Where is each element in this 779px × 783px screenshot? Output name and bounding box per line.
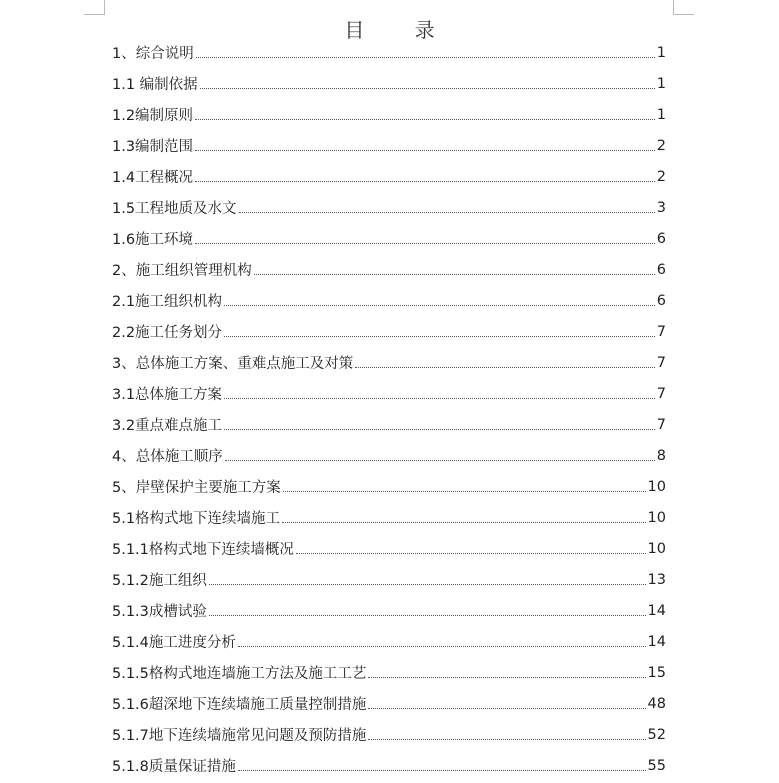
toc-entry-label: 5.1.4施工进度分析 — [112, 635, 236, 651]
toc-entry[interactable] — [112, 37, 666, 68]
toc-entry-label: 1.4工程概况 — [112, 170, 194, 186]
toc-entry-page: 15 — [647, 664, 666, 681]
toc-entry-page: 7 — [656, 416, 666, 433]
toc-leader-dots — [209, 584, 646, 585]
toc-leader-dots — [254, 274, 655, 275]
toc-entry-page: 3 — [656, 199, 666, 216]
toc-entry-label: 5.1.1格构式地下连续墙概况 — [112, 542, 294, 558]
toc-leader-dots — [238, 646, 646, 647]
toc-entry[interactable] — [112, 719, 666, 750]
toc-entry[interactable] — [112, 657, 666, 688]
toc-entry-label: 4、总体施工顺序 — [112, 449, 223, 465]
toc-entry[interactable] — [112, 285, 666, 316]
toc-entry-label: 3、总体施工方案、重难点施工及对策 — [112, 356, 354, 372]
toc-entry-page: 2 — [656, 168, 666, 185]
toc-leader-dots — [283, 491, 646, 492]
toc-entry-label: 5.1.3成槽试验 — [112, 604, 207, 620]
toc-leader-dots — [195, 181, 655, 182]
toc-entry-page: 7 — [656, 354, 666, 371]
toc-entry[interactable] — [112, 316, 666, 347]
toc-entry[interactable] — [112, 223, 666, 254]
toc-leader-dots — [224, 429, 655, 430]
toc-leader-dots — [196, 57, 655, 58]
toc-entry-page: 2 — [656, 137, 666, 154]
toc-entry-label: 3.1总体施工方案 — [112, 387, 223, 403]
toc-entry-label: 5.1.5格构式地连墙施工方法及施工工艺 — [112, 666, 367, 682]
toc-leader-dots — [195, 150, 655, 151]
toc-entry[interactable] — [112, 254, 666, 285]
toc-entry[interactable] — [112, 192, 666, 223]
toc-entry-page: 10 — [647, 478, 666, 495]
toc-entry-page: 14 — [647, 602, 666, 619]
toc-entry[interactable] — [112, 471, 666, 502]
toc-entry-label: 5、岸壁保护主要施工方案 — [112, 480, 281, 496]
toc-entry-label: 5.1格构式地下连续墙施工 — [112, 511, 281, 527]
toc-leader-dots — [200, 88, 655, 89]
toc-entry[interactable] — [112, 533, 666, 564]
toc-leader-dots — [238, 770, 646, 771]
toc-entry-label: 1.3编制范围 — [112, 139, 194, 155]
toc-entry-label: 5.1.2施工组织 — [112, 573, 207, 589]
page-corner-mark-right — [673, 0, 694, 15]
toc-leader-dots — [368, 739, 645, 740]
toc-entry[interactable] — [112, 99, 666, 130]
toc-title: 目 录 — [344, 18, 457, 42]
page-corner-mark-left — [84, 0, 105, 15]
toc-entry-page: 13 — [647, 571, 666, 588]
toc-entry-page: 10 — [647, 540, 666, 557]
toc-entry-label: 1.2编制原则 — [112, 108, 194, 124]
toc-entry-label: 1.5工程地质及水文 — [112, 201, 237, 217]
toc-leader-dots — [195, 243, 655, 244]
toc-entry[interactable] — [112, 564, 666, 595]
toc-entry-page: 6 — [656, 261, 666, 278]
toc-entry-label: 3.2重点难点施工 — [112, 418, 223, 434]
toc-leader-dots — [225, 460, 655, 461]
toc-entry[interactable] — [112, 688, 666, 719]
toc-leader-dots — [282, 522, 645, 523]
toc-entry-page: 14 — [647, 633, 666, 650]
toc-entry-label: 2.1施工组织机构 — [112, 294, 223, 310]
toc-entry[interactable] — [112, 626, 666, 657]
toc-entry-page: 7 — [656, 385, 666, 402]
toc-entry-page: 10 — [647, 509, 666, 526]
toc-entry-page: 7 — [656, 323, 666, 340]
toc-entry-label: 5.1.6超深地下连续墙施工质量控制措施 — [112, 697, 367, 713]
toc-leader-dots — [296, 553, 646, 554]
toc-entry-page: 1 — [656, 44, 666, 61]
toc-entry-page: 52 — [647, 726, 666, 743]
toc-leader-dots — [224, 336, 655, 337]
toc-entry-label: 2.2施工任务划分 — [112, 325, 223, 341]
toc-entry[interactable] — [112, 347, 666, 378]
toc-entry[interactable] — [112, 409, 666, 440]
toc-leader-dots — [368, 677, 645, 678]
toc-entry[interactable] — [112, 440, 666, 471]
toc-entry-page: 1 — [656, 75, 666, 92]
toc-entry[interactable] — [112, 130, 666, 161]
toc-entry[interactable] — [112, 502, 666, 533]
toc-entry-label: 1.6施工环境 — [112, 232, 194, 248]
toc-entry-page: 55 — [647, 757, 666, 774]
toc-leader-dots — [224, 398, 655, 399]
toc-entry-page: 1 — [656, 106, 666, 123]
toc-entry-page: 48 — [647, 695, 666, 712]
toc-entry-label: 1、综合说明 — [112, 46, 194, 62]
toc-entry-page: 6 — [656, 230, 666, 247]
toc-entry-label: 1.1 编制依据 — [112, 77, 198, 93]
toc-entry-label: 5.1.7地下连续墙施常见问题及预防措施 — [112, 728, 367, 744]
toc-entry[interactable] — [112, 595, 666, 626]
toc-leader-dots — [239, 212, 655, 213]
toc-leader-dots — [209, 615, 646, 616]
toc-entry[interactable] — [112, 161, 666, 192]
toc-entry[interactable] — [112, 378, 666, 409]
toc-entry-page: 8 — [656, 447, 666, 464]
toc-entry[interactable] — [112, 68, 666, 99]
toc-entry-page: 6 — [656, 292, 666, 309]
toc-leader-dots — [355, 367, 655, 368]
toc-entry[interactable] — [112, 750, 666, 781]
toc-leader-dots — [368, 708, 645, 709]
toc-leader-dots — [224, 305, 655, 306]
toc-leader-dots — [195, 119, 655, 120]
toc-entry-label: 2、施工组织管理机构 — [112, 263, 252, 279]
toc-entry-label: 5.1.8质量保证措施 — [112, 759, 236, 775]
toc-list — [112, 37, 666, 781]
